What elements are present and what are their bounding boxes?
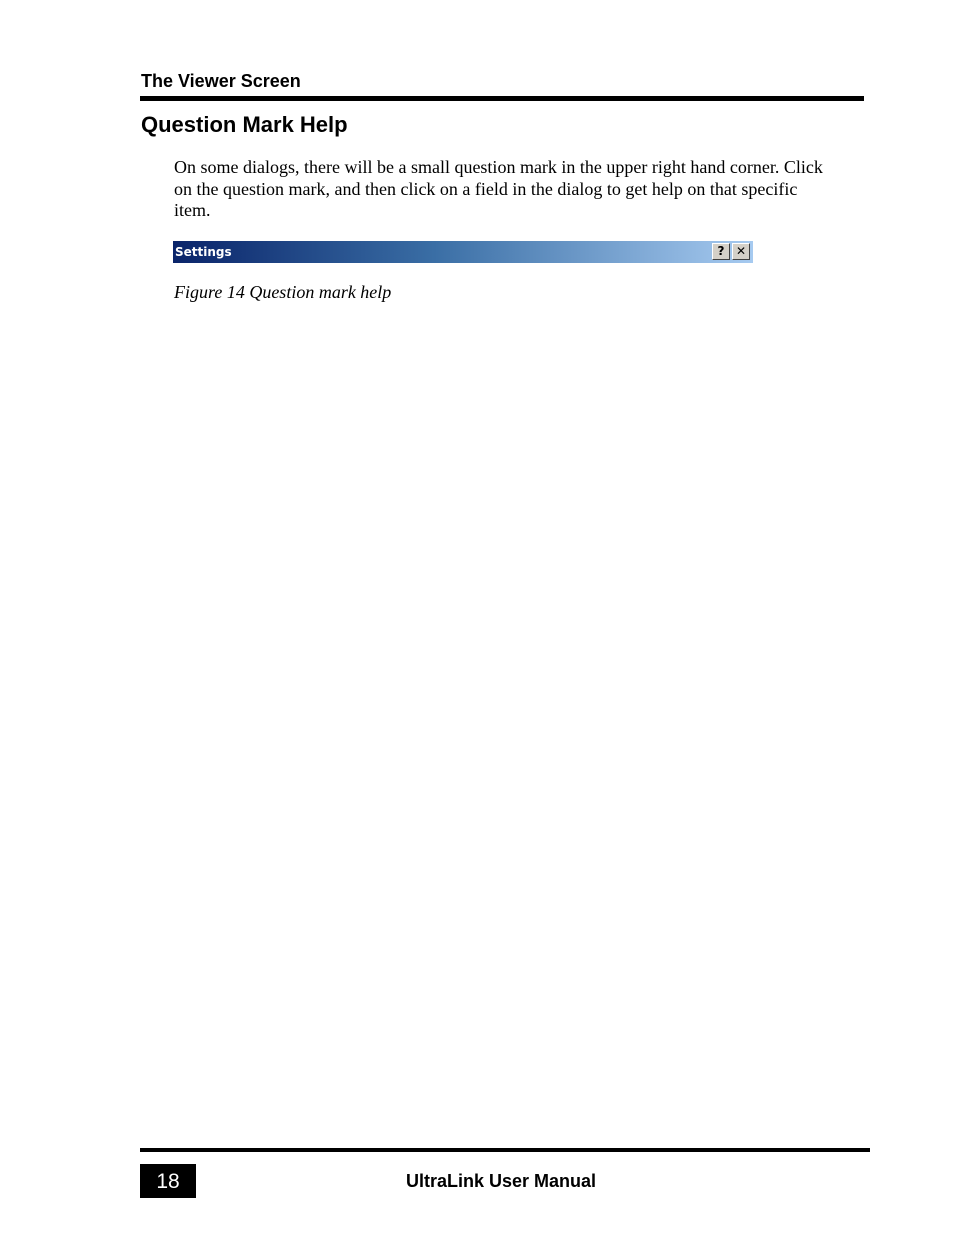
- figure-caption: Figure 14 Question mark help: [174, 282, 392, 302]
- header-rule: [140, 96, 864, 101]
- running-header: The Viewer Screen: [141, 71, 301, 91]
- dialog-titlebar-figure: [173, 241, 753, 263]
- page-number: 18: [156, 1170, 180, 1193]
- close-icon[interactable]: ✕: [732, 243, 750, 260]
- section-title: Question Mark Help: [141, 112, 348, 137]
- question-mark-icon[interactable]: ?: [712, 243, 730, 260]
- titlebar-title: Settings: [175, 245, 232, 259]
- manual-title: UltraLink User Manual: [406, 1171, 597, 1191]
- page-number-box: [140, 1164, 196, 1198]
- footer-rule: [140, 1148, 870, 1152]
- body-paragraph: On some dialogs, there will be a small question mark in the upper right hand corner. Click on the question mark, and then click on a field in the dialog to get help on that specific item.: [174, 157, 823, 220]
